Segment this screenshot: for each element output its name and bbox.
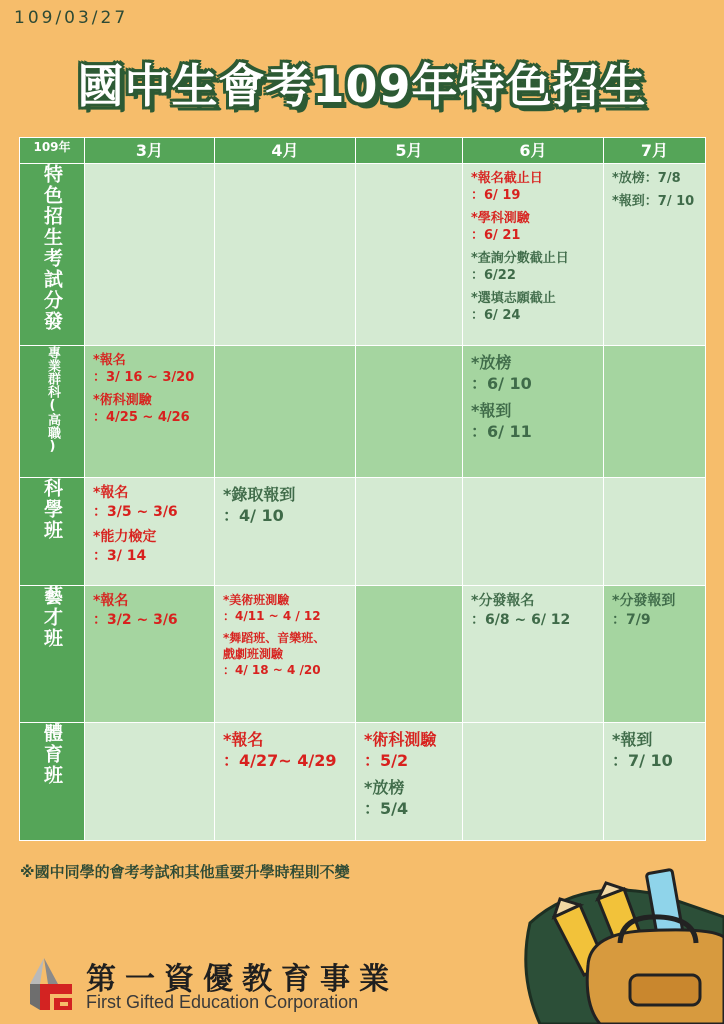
- schedule-cell: [356, 164, 463, 346]
- schedule-entry: *報到: [612, 730, 653, 749]
- schedule-cell: [604, 346, 706, 478]
- row-header-label: 特色招生考試分發: [41, 164, 63, 332]
- schedule-cell: [463, 346, 604, 478]
- brand-footer: [26, 952, 456, 1016]
- schedule-cell: [604, 586, 706, 723]
- schedule-cell: [215, 478, 356, 586]
- schedule-entry: *報名截止日: [471, 171, 543, 186]
- row-header-label: 藝才班: [41, 586, 63, 649]
- schedule-entry: *報名: [93, 593, 129, 609]
- month-header-jul: 7月: [604, 138, 706, 164]
- schedule-entry: ：6/8 ~ 6/ 12: [471, 612, 571, 628]
- schedule-entry: *分發報到: [612, 593, 676, 609]
- schedule-entry: ：6/22: [471, 268, 516, 283]
- row-header-label: 體育班: [41, 723, 63, 786]
- schedule-cell: [604, 723, 706, 841]
- schedule-entry: ：3/5 ~ 3/6: [93, 504, 178, 520]
- corner-year-header: 109年: [20, 138, 85, 164]
- schedule-cell: [463, 586, 604, 723]
- row-header-sports-class: [20, 723, 85, 841]
- table-row-science-class: [20, 478, 706, 586]
- schedule-entry: *選填志願截止: [471, 291, 556, 306]
- row-header-arts-class: [20, 586, 85, 723]
- schedule-cell: [85, 723, 215, 841]
- schedule-entry: ：6/ 10: [471, 374, 532, 393]
- schedule-entry: ：6/ 19: [471, 188, 521, 203]
- brand-name-zh: 第一資優教育事業: [86, 962, 398, 997]
- schedule-entry: *學科測驗: [471, 211, 530, 226]
- schedule-entry: ：5/2: [364, 751, 409, 770]
- page-title: 國中生會考109年特色招生: [77, 59, 647, 113]
- row-header-science-class: [20, 478, 85, 586]
- schedule-entry: *術科測驗: [93, 393, 152, 408]
- month-header-mar: 3月: [85, 138, 215, 164]
- schedule-cell: [463, 478, 604, 586]
- schedule-entry: 戲劇班測驗: [223, 647, 284, 661]
- company-logo-icon: [26, 954, 78, 1012]
- schedule-entry: ：4/11 ~ 4 / 12: [223, 609, 321, 623]
- schedule-cell: [463, 723, 604, 841]
- schedule-entry: *舞蹈班、音樂班、: [223, 631, 326, 645]
- schedule-cell: [604, 164, 706, 346]
- schedule-entry: ：7/9: [612, 612, 651, 628]
- schedule-entry: ：4/ 10: [223, 506, 284, 525]
- schedule-entry: *報名: [93, 485, 129, 501]
- schedule-entry: ：4/27~ 4/29: [223, 751, 337, 770]
- schedule-entry: ：4/ 18 ~ 4 /20: [223, 663, 321, 677]
- schedule-entry: ：5/4: [364, 799, 409, 818]
- schedule-cell: [356, 478, 463, 586]
- header-row: [20, 138, 706, 164]
- schedule-cell: [356, 346, 463, 478]
- schedule-entry: *術科測驗: [364, 730, 437, 749]
- row-header-special-admission: [20, 164, 85, 346]
- schedule-cell: [85, 478, 215, 586]
- schedule-entry: *報到：7/ 10: [612, 194, 695, 209]
- schedule-entry: *放榜: [471, 353, 512, 372]
- schedule-cell: [604, 478, 706, 586]
- month-header-may: 5月: [356, 138, 463, 164]
- schedule-cell: [85, 586, 215, 723]
- footnote: ※國中同學的會考考試和其他重要升學時程則不變: [20, 863, 350, 881]
- schedule-entry: *報名: [93, 353, 126, 368]
- schedule-cell: [463, 164, 604, 346]
- schedule-cell: [85, 164, 215, 346]
- schedule-entry: ：3/2 ~ 3/6: [93, 612, 178, 628]
- schedule-entry: ：7/ 10: [612, 751, 673, 770]
- schedule-entry: *報名: [223, 730, 264, 749]
- schedule-entry: ：3/ 16 ~ 3/20: [93, 370, 195, 385]
- schedule-entry: *報到: [471, 401, 512, 420]
- schedule-cell: [356, 723, 463, 841]
- schedule-cell: [85, 346, 215, 478]
- schedule-entry: ：6/ 24: [471, 308, 521, 323]
- schedule-entry: ：4/25 ~ 4/26: [93, 410, 190, 425]
- schedule-cell: [215, 586, 356, 723]
- schedule-entry: *分發報名: [471, 593, 535, 609]
- schedule-table: [19, 137, 706, 841]
- document-date: 109/03/27: [14, 8, 129, 28]
- schedule-entry: *能力檢定: [93, 529, 157, 545]
- schedule-entry: ：6/ 11: [471, 422, 532, 441]
- month-header-apr: 4月: [215, 138, 356, 164]
- schedule-cell: [215, 346, 356, 478]
- table-row-sports-class: [20, 723, 706, 841]
- table-row-vocational: [20, 346, 706, 478]
- schedule-cell: [215, 723, 356, 841]
- schedule-cell: [356, 586, 463, 723]
- schedule-entry: *美術班測驗: [223, 593, 290, 607]
- schedule-entry: *放榜: [364, 778, 405, 797]
- table-row-arts-class: [20, 586, 706, 723]
- row-header-label: 科學班: [41, 478, 63, 541]
- table-row-special-admission: [20, 164, 706, 346]
- brand-name-en: First Gifted Education Corporation: [86, 992, 359, 1012]
- schedule-entry: *查詢分數截止日: [471, 251, 569, 266]
- schedule-entry: ：3/ 14: [93, 548, 147, 564]
- schedule-entry: *放榜：7/8: [612, 171, 681, 186]
- schedule-entry: ：6/ 21: [471, 228, 521, 243]
- school-bag-illustration-icon: [510, 865, 724, 1024]
- row-header-label: 專業群科(高職): [45, 346, 60, 454]
- row-header-vocational: [20, 346, 85, 478]
- schedule-cell: [215, 164, 356, 346]
- schedule-entry: *錄取報到: [223, 485, 296, 504]
- month-header-jun: 6月: [463, 138, 604, 164]
